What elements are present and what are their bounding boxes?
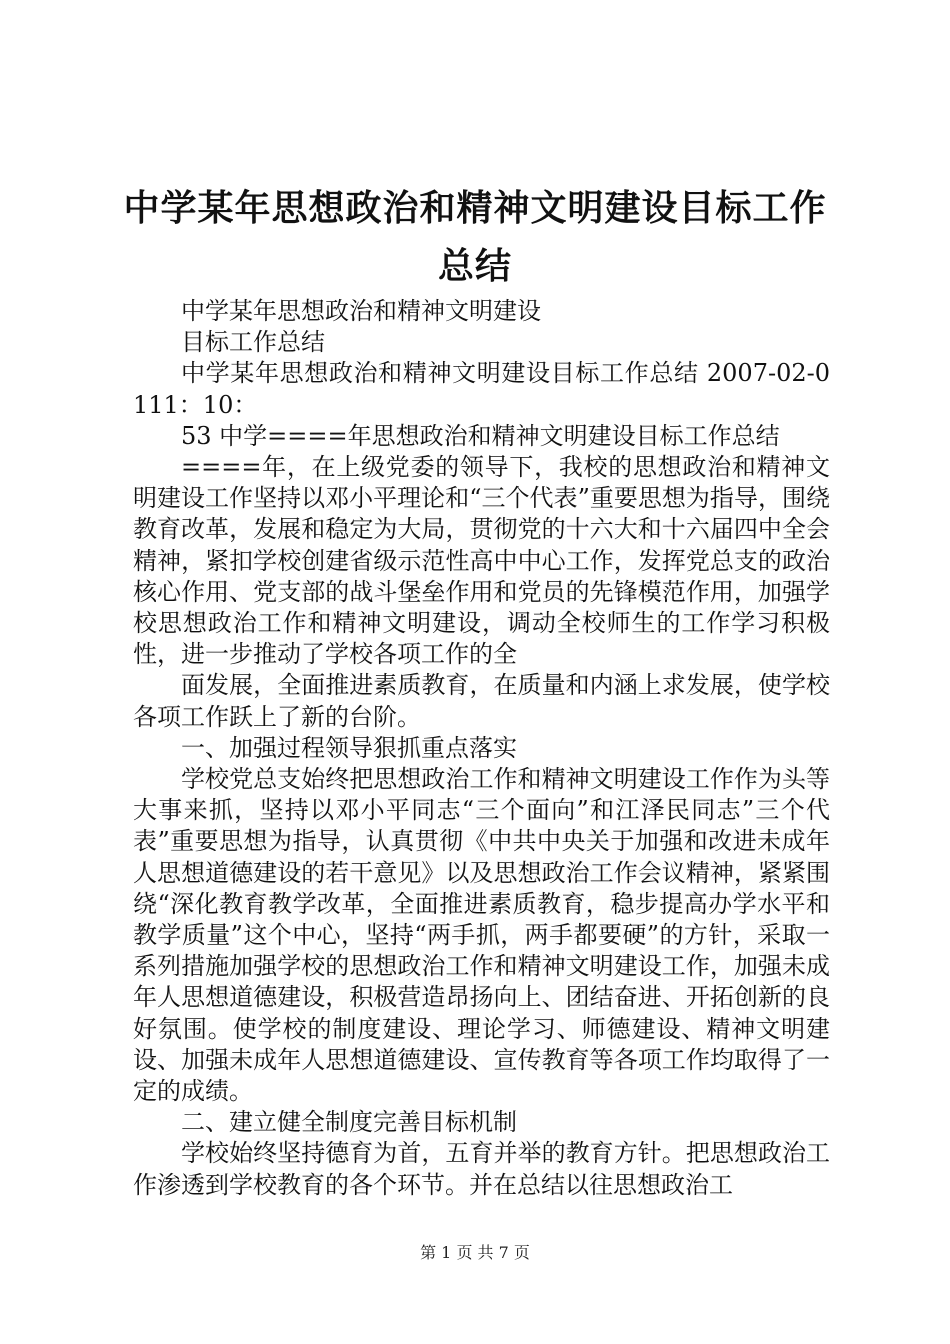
paragraph: 中学某年思想政治和精神文明建设 [181, 297, 541, 325]
section-heading: 一、加强过程领导狠抓重点落实 [181, 733, 517, 762]
paragraph: 学校党总支始终把思想政治工作和精神文明建设工作作为头等大事来抓，坚持以邓小平同志“三个面向”和江泽民同志”三个代表”重要思想为指导，认真贯彻《中共中央关于加强和改进未成年人思想道德建设的若干意见》以及思想政治工作会议精神，紧紧围绕“深化教育教学改革，全面推进素质教育，稳步提高办学水平和教学质量”这个中心，坚持“两手抓，两手都要硬”的方针，采取一系列措施加强学校的思想政治工作和精神文明建设工作，加强未成年人思想道德建设，积极营造昂扬向上、团结奋进、开拓创新的良好氛围。使学校的制度建设、理论学习、师德建设、精神文明建设、加强未成年人思想道德建设、宣传教育等各项工作均取得了一定的成绩。 [133, 765, 830, 1106]
paragraph: 中学某年思想政治和精神文明建设目标工作总结 2007-02-0111：10： [133, 359, 830, 419]
paragraph: 面发展，全面推进素质教育，在质量和内涵上求发展，使学校各项工作跃上了新的台阶。 [133, 671, 830, 731]
paragraph: ====年，在上级党委的领导下，我校的思想政治和精神文明建设工作坚持以邓小平理论和“三个代表”重要思想为指导，围绕教育改革，发展和稳定为大局，贯彻党的十六大和十六届四中全会精神，紧扣学校创建省级示范性高中中心工作，发挥党总支的政治核心作用、党支部的战斗堡垒作用和党员的先锋模范作用，加强学校思想政治工作和精神文明建设，调动全校师生的工作学习积极性，进一步推动了学校各项工作的全 [133, 453, 830, 669]
paragraph: 53 中学====年思想政治和精神文明建设目标工作总结 [181, 421, 780, 450]
page-number: 第 1 页 共 7 页 [420, 1243, 530, 1262]
paragraph: 目标工作总结 [181, 328, 325, 357]
section-heading: 二、建立健全制度完善目标机制 [181, 1108, 517, 1137]
document-title: 中学某年思想政治和精神文明建设目标工作总结 [123, 188, 827, 287]
document-body [133, 296, 830, 1201]
paragraph: 学校始终坚持德育为首，五育并举的教育方针。把思想政治工作渗透到学校教育的各个环节。并在总结以往思想政治工 [133, 1139, 830, 1199]
